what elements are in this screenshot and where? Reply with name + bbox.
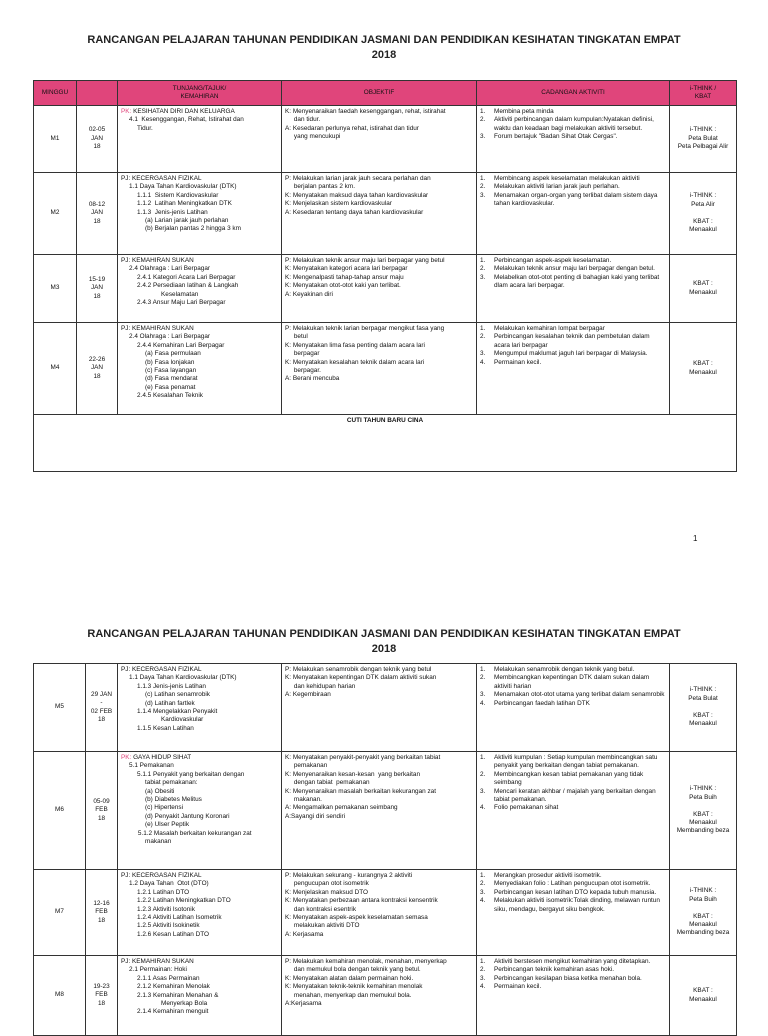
holiday-label: CUTI TAHUN BARU CINA — [34, 415, 737, 472]
activity-item — [480, 691, 666, 699]
activity-item — [480, 183, 666, 191]
activity-cell — [477, 870, 670, 956]
activity-item — [480, 333, 666, 350]
activity-number: 1. — [480, 754, 486, 761]
activity-number: 2. — [480, 116, 486, 124]
activity-list — [480, 872, 666, 914]
holiday-row — [34, 415, 737, 472]
col-header-date — [77, 81, 118, 106]
table-row — [34, 323, 737, 415]
activity-text: Perbincangan aspek-aspek keselamatan. — [494, 257, 612, 264]
ithink-kbat-cell: i-THINK : Peta Buih KBAT : Menaakul Membanding beza — [670, 752, 737, 870]
activity-item — [480, 897, 666, 914]
activity-cell — [477, 664, 670, 752]
activity-text: Melakukan kemahiran lompat berpagar — [494, 325, 605, 332]
week-cell: M1 — [34, 106, 77, 173]
document-year: 2018 — [371, 49, 397, 61]
topic-line: PK: KESIHATAN DIRI DAN KELUARGA — [121, 108, 235, 115]
activity-item — [480, 192, 666, 209]
activity-text: Membincang aspek keselamatan melakukan aktiviti — [494, 175, 640, 182]
activity-item — [480, 788, 666, 805]
activity-number: 3. — [480, 787, 486, 795]
activity-number: 3. — [480, 191, 486, 199]
activity-number: 1. — [480, 175, 486, 182]
topic-line: tabiat pemakanan: — [145, 779, 198, 787]
topic-line: 2.4.3 Ansur Maju Lari Berpagar — [137, 299, 226, 307]
objective-line: betul — [285, 333, 308, 341]
objective-line: A:Kerjasama — [285, 1000, 322, 1008]
topic-line: (d) Latihan fartlek — [145, 699, 195, 707]
document-year-2: 2018 — [371, 643, 397, 655]
topic-line: 5.1.1 Penyakit yang berkaitan dengan — [137, 770, 245, 778]
topic-line: PJ: KECERGASAN FIZIKAL — [121, 666, 202, 673]
topic-cell — [118, 173, 282, 255]
topic-line: (a) Fasa permulaan — [145, 350, 201, 358]
activity-item — [480, 133, 666, 141]
activity-list — [480, 175, 666, 209]
topic-line: (d) Fasa mendarat — [145, 375, 198, 383]
topic-line: 2.4 Olahraga : Lari Berpagar — [129, 265, 210, 273]
objective-line: P: Melakukan kemahiran menolak, menahan, menyerkap — [285, 958, 447, 965]
topic-line: (d) Penyakit Jantung Koronari — [145, 812, 230, 820]
week-cell: M8 — [34, 956, 86, 1036]
activity-item — [480, 257, 666, 265]
topic-line: (b) Fasa lonjakan — [145, 358, 195, 366]
objective-line: berjalan pantas 2 km. — [285, 183, 355, 191]
activity-item — [480, 771, 666, 788]
activity-number: 1. — [480, 872, 486, 879]
activity-item — [480, 108, 666, 116]
activity-text: Aktiviti berstesen mengikut kemahiran yang ditetapkan. — [494, 958, 651, 965]
objective-line: P: Melakukan larian jarak jauh secara perlahan dan — [285, 175, 431, 182]
objective-line: A: Kerjasama — [285, 930, 324, 938]
activity-cell — [477, 173, 670, 255]
page1-heading — [0, 33, 768, 63]
topic-line: 1.2 Daya Tahan Otot (DTO) — [129, 880, 209, 888]
activity-text: Melakukan senamrobik dengan teknik yang betul. — [494, 666, 635, 673]
activity-item — [480, 889, 666, 897]
topic-line: 5.1.2 Masalah berkaitan kekurangan zat — [129, 829, 252, 837]
date-cell: 29 JAN - 02 FEB 18 — [86, 664, 118, 752]
topic-line: (c) Latihan senamrobik — [145, 691, 211, 699]
activity-number: 4. — [480, 983, 486, 991]
topic-line: 2.1.2 Kemahiran Menolak — [137, 983, 210, 991]
objective-line: yang mencukupi — [285, 133, 341, 141]
objective-line: K: Menyatakan perbezaan antara kontraksi kensentrik — [285, 897, 438, 905]
topic-prefix: PK: — [121, 754, 132, 761]
topic-line: 5.1 Pemakanan — [129, 762, 174, 770]
activity-number: 3. — [480, 974, 486, 982]
activity-text: Menamakan organ-organ yang terlibat dalam sistem daya tahan kardiovaskular. — [494, 191, 658, 208]
topic-line: 1.1.5 Kesan Latihan — [137, 724, 194, 732]
col-header-ithink: i-THINK / KBAT — [670, 81, 737, 106]
activity-item — [480, 958, 666, 966]
activity-text: Menamakan otot-otot utama yang terlibat dalam senamrobik — [494, 691, 665, 699]
activity-number: 2. — [480, 183, 486, 191]
activity-item — [480, 350, 666, 358]
week-cell: M2 — [34, 173, 77, 255]
activity-list — [480, 257, 666, 291]
col-header-objektif: OBJEKTIF — [282, 81, 477, 106]
activity-number: 2. — [480, 265, 486, 273]
topic-line: Tidur. — [137, 124, 153, 132]
week-cell: M3 — [34, 255, 77, 323]
topic-line: (a) Larian jarak jauh perlahan — [145, 217, 229, 225]
topic-line: 1.2.2 Latihan Meningkatkan DTO — [137, 897, 231, 905]
activity-text: Membina peta minda — [494, 108, 554, 115]
activity-number: 3. — [480, 888, 486, 896]
activity-number: 2. — [480, 770, 486, 778]
activity-text: Melabelkan otot-otot penting di bahagian kaki yang terlibat dlam acara lari berpagar. — [494, 273, 660, 290]
activity-cell — [477, 752, 670, 870]
activity-number: 2. — [480, 333, 486, 341]
topic-line: PJ: KEMAHIRAN SUKAN — [121, 958, 194, 965]
objective-line: menahan, menyerkap dan memukul bola. — [285, 991, 412, 999]
topic-line: PJ: KEMAHIRAN SUKAN — [121, 325, 194, 332]
topic-line: 2.4 Olahraga : Lari Berpagar — [129, 333, 210, 341]
topic-line: 1.1 Daya Tahan Kardiovaskular (DTK) — [129, 183, 237, 191]
activity-number: 1. — [480, 257, 486, 264]
objective-line: K: Menyenaraikan kesan-kesan yang berkaitan — [285, 770, 420, 778]
topic-line: (e) Fasa penamat — [145, 383, 196, 391]
topic-line: 2.1.4 Kemahiran menguit — [137, 1008, 209, 1016]
activity-item — [480, 754, 666, 771]
objective-line: K: Menyatakan teknik-teknik kemahiran menolak — [285, 983, 423, 991]
activity-text: Mengumpul maklumat jaguh lari berpagar di Malaysia. — [494, 350, 648, 358]
topic-cell — [118, 664, 282, 752]
topic-cell — [118, 106, 282, 173]
topic-line: 2.1 Permainan: Hoki — [129, 966, 187, 974]
topic-line: 1.1.3 Jenis-jenis Latihan — [137, 208, 208, 216]
topic-line: (b) Berjalan pantas 2 hingga 3 km — [145, 225, 241, 233]
table-row — [34, 173, 737, 255]
date-cell: 02-05 JAN 18 — [77, 106, 118, 173]
activity-number: 2. — [480, 880, 486, 888]
objective-line: berpagar. — [285, 367, 321, 375]
objective-line: K: Menyenaraikan faedah kesenggangan, rehat, istirahat — [285, 108, 446, 115]
objective-line: K: Menyatakan kesalahan teknik dalam acara lari — [285, 358, 425, 366]
objective-line: A: Kegembiraan — [285, 691, 331, 699]
activity-item — [480, 325, 666, 333]
objective-line: K: Menyatakan lima fasa penting dalam acara lari — [285, 341, 425, 349]
date-cell: 19-23 FEB 18 — [86, 956, 118, 1036]
topic-line: 1.2.6 Kesan Latihan DTO — [137, 930, 210, 938]
activity-item — [480, 666, 666, 674]
activity-text: Membincangkan kesan tabiat pemakanan yang tidak seimbang — [494, 770, 644, 787]
activity-number: 4. — [480, 897, 486, 905]
objective-line: A: Kesedaran perlunya rehat, istirahat dan tidur — [285, 124, 419, 132]
topic-line: PJ: KECERGASAN FIZIKAL — [121, 175, 202, 182]
activity-cell — [477, 106, 670, 173]
topic-line: Menyerkap Bola — [161, 1000, 208, 1008]
activity-number: 1. — [480, 108, 486, 115]
objective-cell — [282, 870, 477, 956]
topic-cell — [118, 752, 282, 870]
lesson-plan-table-2 — [33, 663, 737, 1036]
objective-line: dan kehidupan harian — [285, 682, 356, 690]
topic-line: PJ: KEMAHIRAN SUKAN — [121, 257, 194, 264]
objective-line: A: Keyakinan diri — [285, 290, 333, 298]
activity-item — [480, 265, 666, 273]
date-cell: 15-19 JAN 18 — [77, 255, 118, 323]
topic-cell — [118, 323, 282, 415]
activity-text: Forum bertajuk "Badan Sihat Otak Cergas". — [494, 133, 618, 141]
activity-text: Aktiviti kumpulan : Setiap kumpulan membincangkan satu penyakit yang berkaitan dengan tabiat pemakanan. — [494, 754, 658, 770]
objective-line: dengan tabiat pemakanan — [285, 779, 370, 787]
topic-line: (c) Hipertensi — [145, 804, 183, 812]
page2-heading — [0, 627, 768, 657]
objective-line: K: Mengenalpasti tahap-tahap ansur maju — [285, 273, 404, 281]
activity-item — [480, 880, 666, 888]
objective-line: K: Menyatakan aspek-aspek keselamatan semasa — [285, 914, 428, 922]
document-title: RANCANGAN PELAJARAN TAHUNAN PENDIDIKAN JASMANI DAN PENDIDIKAN KESIHATAN TINGKATAN EMPAT — [87, 34, 681, 46]
activity-text: Folio pemakanan sihat — [494, 804, 559, 812]
activity-item — [480, 804, 666, 812]
objective-line: dan tidur. — [285, 116, 321, 124]
document-title-2: RANCANGAN PELAJARAN TAHUNAN PENDIDIKAN JASMANI DAN PENDIDIKAN KESIHATAN TINGKATAN EMPAT — [87, 628, 681, 640]
objective-line: K: Menyenaraikan masalah berkaitan kekurangan zat — [285, 787, 436, 795]
activity-number: 4. — [480, 358, 486, 366]
lesson-plan-table-1 — [33, 80, 737, 472]
objective-line: makanan. — [285, 796, 322, 804]
topic-line: 2.4.1 Kategori Acara Lari Berpagar — [137, 273, 236, 281]
objective-line: berpagar — [285, 350, 320, 358]
activity-list — [480, 958, 666, 992]
page-number: 1 — [693, 534, 698, 543]
activity-number: 2. — [480, 966, 486, 974]
activity-item — [480, 872, 666, 880]
objective-line: A: Mengamalkan pemakanan seimbang — [285, 804, 398, 812]
table-row — [34, 255, 737, 323]
topic-line: 1.2.3 Aktiviti Isotonik — [137, 905, 195, 913]
activity-text: Perbincangan faedah latihan DTK — [494, 699, 590, 707]
activity-list — [480, 108, 666, 142]
topic-line: 2.4.4 Kemahiran Lari Berpagar — [137, 341, 225, 349]
activity-text: Perbincangan teknik kemahiran asas hoki. — [494, 966, 615, 974]
activity-list — [480, 325, 666, 367]
week-cell: M5 — [34, 664, 86, 752]
objective-line: K: Menyatakan otot-otot kaki yan terlibat. — [285, 282, 401, 290]
topic-line: (e) Ulser Peptik — [145, 821, 190, 829]
topic-line: makanan — [145, 838, 172, 846]
table-row — [34, 106, 737, 173]
ithink-kbat-cell: KBAT : Menaakul — [670, 255, 737, 323]
topic-line: 1.2.5 Aktiviti Isokinetik — [137, 922, 200, 930]
objective-line: pemakanan — [285, 762, 328, 770]
activity-number: 3. — [480, 350, 486, 358]
activity-number: 3. — [480, 691, 486, 699]
topic-cell — [118, 255, 282, 323]
date-cell: 05-09 FEB 18 — [86, 752, 118, 870]
col-header-aktiviti: CADANGAN AKTIVITI — [477, 81, 670, 106]
activity-number: 3. — [480, 133, 486, 141]
topic-line: 2.4.2 Persediaan latihan & Langkah — [137, 282, 239, 290]
topic-line: PK: GAYA HIDUP SIHAT — [121, 754, 192, 761]
topic-line: (c) Fasa layangan — [145, 367, 197, 375]
objective-cell — [282, 255, 477, 323]
objective-line: pengucupan otot isometrik — [285, 880, 369, 888]
week-cell: M7 — [34, 870, 86, 956]
activity-text: Melakukan teknik ansur maju lari berpagar dengan betul. — [494, 265, 655, 273]
topic-line: 1.2.1 Latihan DTO — [137, 888, 190, 896]
objective-line: K: Menyatakan maksud daya tahan kardiovaskular — [285, 191, 429, 199]
activity-number: 1. — [480, 958, 486, 965]
topic-line: 2.4.5 Kesalahan Teknik — [137, 392, 203, 400]
activity-text: Perbincangan kesan latihan DTO kepada tubuh manusia. — [494, 888, 657, 896]
table-row — [34, 664, 737, 752]
objective-line: P: Melakukan senamrobik dengan teknik yang betul — [285, 666, 432, 673]
activity-number: 4. — [480, 804, 486, 812]
objective-line: melakukan aktiviti DTO — [285, 922, 360, 930]
topic-line: Keselamatan — [161, 290, 199, 298]
activity-list — [480, 666, 666, 708]
topic-line: 1.1 Daya Tahan Kardiovaskular (DTK) — [129, 674, 237, 682]
topic-line: Kardiovaskular — [161, 716, 204, 724]
table-header-row — [34, 81, 737, 106]
objective-line: P: Melakukan teknik ansur maju lari berpagar yang betul — [285, 257, 445, 264]
activity-text: Menyediakan folio : Latihan pengucupan otot isometrik. — [494, 880, 651, 888]
objective-line: A:Sayangi diri sendiri — [285, 812, 346, 820]
col-header-minggu: MINGGU — [34, 81, 77, 106]
topic-prefix: PK: — [121, 108, 132, 115]
activity-item — [480, 274, 666, 291]
topic-line: 4.1 Kesenggangan, Rehat, Istirahat dan — [129, 116, 244, 124]
objective-cell — [282, 323, 477, 415]
objective-cell — [282, 106, 477, 173]
activity-text: Permainan kecil. — [494, 358, 542, 366]
activity-text: Melakukan aktiviti isometrik:Tolak dinding, melawan runtun siku, mendagu, bergayut siku bengkok. — [494, 897, 660, 913]
topic-cell — [118, 870, 282, 956]
topic-line: 2.1.1 Asas Permainan — [137, 974, 200, 982]
ithink-kbat-cell: KBAT : Menaakul — [670, 956, 737, 1036]
activity-number: 3. — [480, 273, 486, 281]
objective-cell — [282, 752, 477, 870]
ithink-kbat-cell: i-THINK : Peta Buih KBAT : Menaakul Membanding beza — [670, 870, 737, 956]
objective-line: A: Kesedaran tentang daya tahan kardiovaskular — [285, 208, 424, 216]
topic-line: 1.1.4 Mengelakkan Penyakit — [137, 708, 218, 716]
date-cell: 08-12 JAN 18 — [77, 173, 118, 255]
objective-line: K: Menjelaskan maksud DTO — [285, 888, 368, 896]
objective-line: K: Menyatakan kategori acara lari berpagar — [285, 265, 408, 273]
objective-line: dan memukul bola dengan teknik yang betul. — [285, 966, 421, 974]
activity-text: Perbincangan kesalahan teknik dan pembetulan dalam acara lari berpagar — [494, 333, 650, 349]
date-cell: 12-16 FEB 18 — [86, 870, 118, 956]
activity-item — [480, 966, 666, 974]
objective-line: K: Menyatakan kepentingan DTK dalam aktiviti sukan — [285, 674, 437, 682]
objective-line: P: Melakukan sekurang - kurangnya 2 aktiviti — [285, 872, 413, 879]
table-row — [34, 870, 737, 956]
activity-number: 1. — [480, 666, 486, 673]
activity-item — [480, 674, 666, 691]
activity-text: Merangkan prosedur aktiviti isometrik. — [494, 872, 602, 879]
objective-line: K: Menjelaskan sistem kardiovaskular — [285, 200, 392, 208]
topic-line: 2.1.3 Kemahiran Menahan & — [137, 991, 219, 999]
activity-text: Aktiviti perbincangan dalam kumpulan:Nyatakan definisi, waktu dan keadaan bagi melakukan aktiviti tersebut. — [494, 116, 654, 132]
topic-line: 1.2.4 Aktiviti Latihan Isometrik — [137, 914, 222, 922]
activity-cell — [477, 255, 670, 323]
ithink-kbat-cell: i-THINK : Peta Bulat KBAT : Menaakul — [670, 664, 737, 752]
activity-item — [480, 175, 666, 183]
activity-cell — [477, 323, 670, 415]
objective-line: A: Berani mencuba — [285, 375, 340, 383]
activity-text: Membincangkan kepentingan DTK dalam sukan dalam aktiviti harian — [494, 674, 650, 690]
activity-item — [480, 116, 666, 133]
activity-item — [480, 359, 666, 367]
week-cell: M6 — [34, 752, 86, 870]
activity-text: Mencari keratan akhbar / majalah yang berkaitan dengan tabiat pemakanan. — [494, 787, 656, 804]
topic-line: 1.1.3 Jenis-jenis Latihan — [137, 682, 206, 690]
activity-item — [480, 700, 666, 708]
topic-line: (a) Obesiti — [145, 787, 175, 795]
activity-text: Perbincangan kesilapan biasa ketika menahan bola. — [494, 974, 642, 982]
objective-line: K: Menyatakan penyakit-penyakit yang berkaitan tabiat — [285, 754, 441, 761]
week-cell: M4 — [34, 323, 77, 415]
objective-cell — [282, 664, 477, 752]
activity-text: Melakukan aktiviti larian jarak jauh perlahan. — [494, 183, 620, 191]
activity-number: 2. — [480, 674, 486, 682]
objective-line: K: Menyatakan alatan dalam permainan hoki. — [285, 974, 414, 982]
table-row — [34, 752, 737, 870]
ithink-kbat-cell: KBAT : Menaakul — [670, 323, 737, 415]
ithink-kbat-cell: i-THINK : Peta Alir KBAT : Menaakul — [670, 173, 737, 255]
col-header-tunjang: TUNJANG/TAJUK/ KEMAHIRAN — [118, 81, 282, 106]
activity-item — [480, 983, 666, 991]
activity-number: 1. — [480, 325, 486, 332]
activity-list — [480, 754, 666, 813]
date-cell: 22-26 JAN 18 — [77, 323, 118, 415]
topic-line: 1.1.1 Sistem Kardiovaskular — [137, 191, 219, 199]
topic-line: 1.1.2 Latihan Meningkatkan DTK — [137, 200, 232, 208]
topic-line: PJ: KECERGASAN FIZIKAL — [121, 872, 202, 879]
objective-cell — [282, 173, 477, 255]
activity-item — [480, 975, 666, 983]
objective-line: dan kontraksi esentrik — [285, 905, 357, 913]
activity-text: Permainan kecil. — [494, 983, 542, 991]
ithink-kbat-cell: i-THINK : Peta Bulat Peta Pelbagai Alir — [670, 106, 737, 173]
activity-number: 4. — [480, 699, 486, 707]
objective-line: P: Melakukan teknik larian berpagar mengikut fasa yang — [285, 325, 445, 332]
topic-line: (b) Diabetes Melitus — [145, 796, 202, 804]
